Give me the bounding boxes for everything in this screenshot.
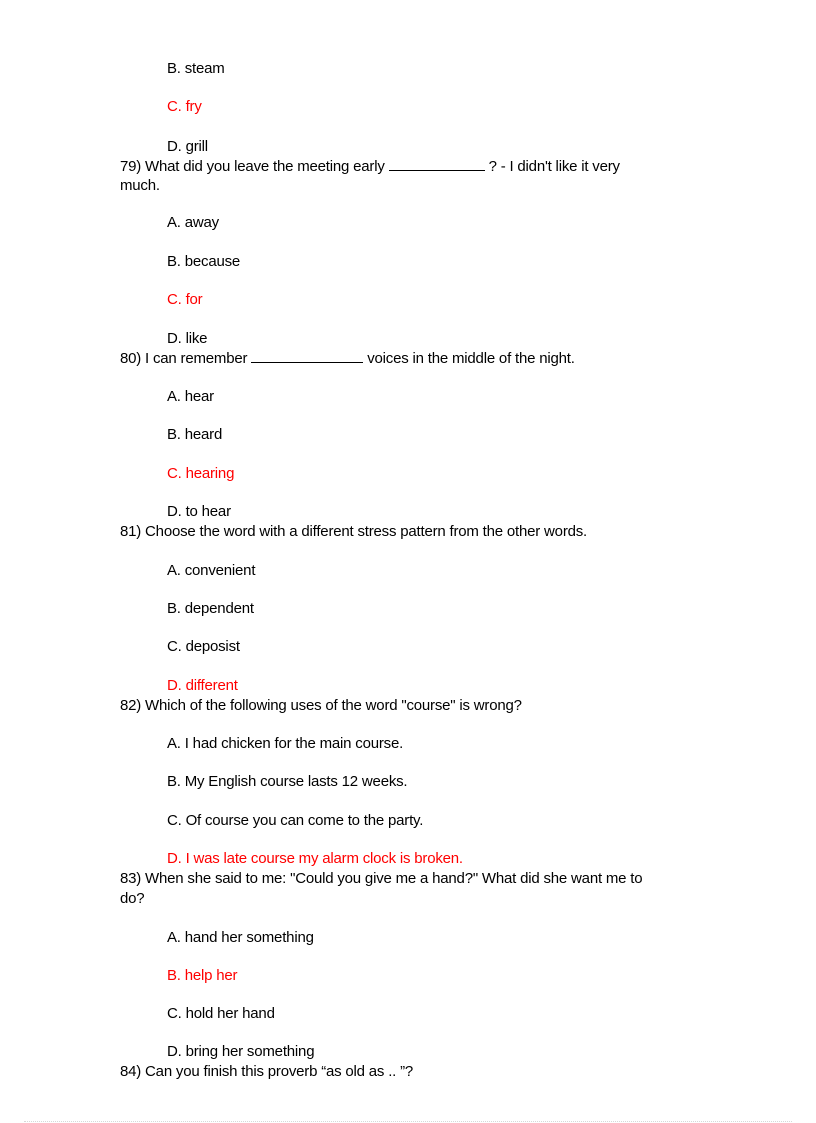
- q78-option-d: D. grill: [167, 138, 208, 155]
- q80-text: [120, 348, 575, 368]
- q79-option-c-correct: C. for: [167, 291, 203, 308]
- q83-option-c: C. hold her hand: [167, 1005, 275, 1022]
- q79-option-b: B. because: [167, 253, 241, 270]
- q81-option-d-correct: D. different: [167, 677, 238, 694]
- q82-option-b: B. My English course lasts 12 weeks.: [167, 773, 408, 790]
- q79-text-cont: much.: [120, 177, 160, 194]
- q78-option-c-correct: C. fry: [167, 98, 202, 115]
- q81-option-a: A. convenient: [167, 562, 256, 579]
- q79-blank: [389, 156, 485, 171]
- q81-option-c: C. deposist: [167, 638, 240, 655]
- q79-text-post: ? - I didn't like it very: [484, 158, 620, 175]
- q79-option-d: D. like: [167, 330, 208, 347]
- q83-text: 83) When she said to me: "Could you give me a hand?" What did she want me to: [120, 870, 643, 887]
- q84-text: 84) Can you finish this proverb “as old as .. ”?: [120, 1063, 414, 1080]
- q82-option-c: C. Of course you can come to the party.: [167, 812, 424, 829]
- q79-text: [120, 156, 620, 176]
- q80-text-post: voices in the middle of the night.: [363, 350, 575, 367]
- q80-text-pre: 80) I can remember: [120, 350, 252, 367]
- q79-option-a: A. away: [167, 214, 219, 231]
- q81-text: 81) Choose the word with a different stress pattern from the other words.: [120, 523, 588, 540]
- q80-option-d: D. to hear: [167, 503, 231, 520]
- q83-option-d: D. bring her something: [167, 1043, 315, 1060]
- q80-option-c-correct: C. hearing: [167, 465, 235, 482]
- q82-option-d-correct: D. I was late course my alarm clock is broken.: [167, 850, 463, 867]
- q80-option-a: A. hear: [167, 388, 214, 405]
- page-bottom-divider: [24, 1121, 792, 1122]
- q79-text-pre: 79) What did you leave the meeting early: [120, 158, 389, 175]
- q83-option-b-correct: B. help her: [167, 967, 238, 984]
- q81-option-b: B. dependent: [167, 600, 254, 617]
- q78-option-b: B. steam: [167, 60, 225, 77]
- q80-blank: [251, 348, 363, 363]
- q80-option-b: B. heard: [167, 426, 223, 443]
- q82-text: 82) Which of the following uses of the word "course" is wrong?: [120, 697, 522, 714]
- q82-option-a: A. I had chicken for the main course.: [167, 735, 404, 752]
- q83-text-cont: do?: [120, 890, 145, 907]
- q83-option-a: A. hand her something: [167, 929, 314, 946]
